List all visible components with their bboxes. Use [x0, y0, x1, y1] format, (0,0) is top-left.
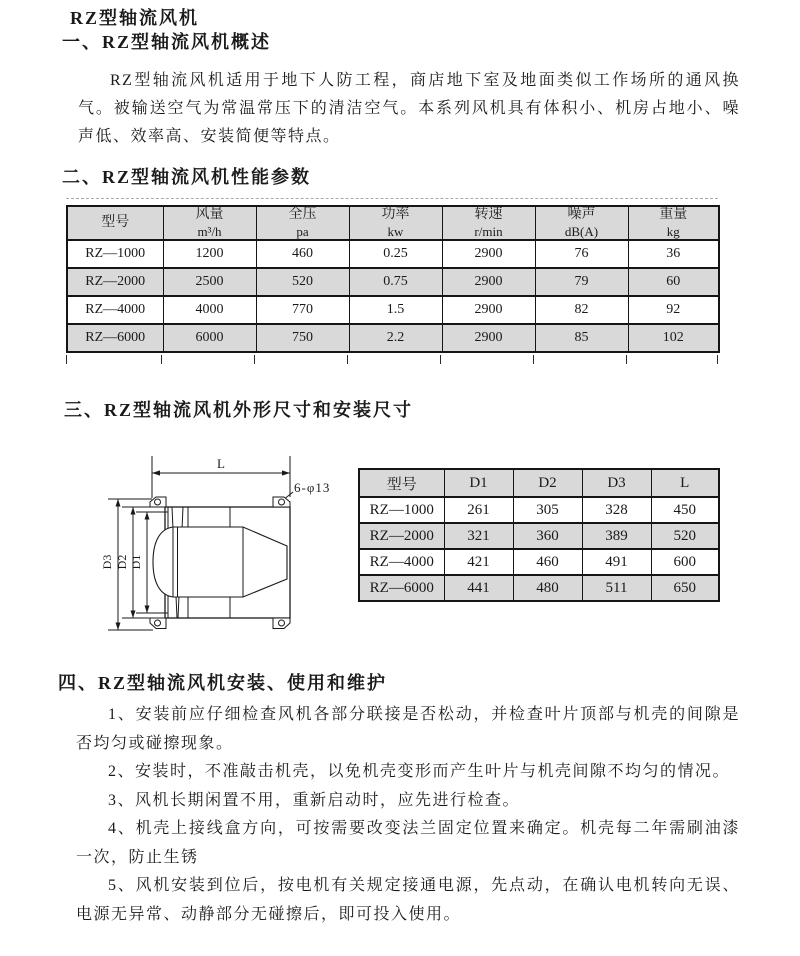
arrowhead [145, 512, 150, 520]
table-row [359, 497, 719, 523]
header-model: 型号 [359, 469, 444, 497]
table-cell: 460 [256, 240, 349, 268]
header-model [67, 206, 163, 240]
table-cell: 441 [444, 575, 513, 601]
overview-paragraph: RZ型轴流风机适用于地下人防工程，商店地下室及地面类似工作场所的通风换气。被输送空气为常温常压下的清洁空气。本系列风机具有体积小、机房占地小、噪声低、效率高、安装简便等特点。 [78, 72, 740, 145]
header-unit: dB(A) [564, 223, 599, 239]
header-power [349, 206, 442, 240]
header-unit: kg [666, 223, 680, 239]
maintenance-item: 1、安装前应仔细检查风机各部分联接是否松动，并检查叶片顶部与机壳的间隙是否均匀或碰擦现象。 [76, 706, 740, 752]
table-cell: 85 [535, 324, 628, 352]
table-cell: 2900 [442, 324, 535, 352]
table-cell: RZ—6000 [359, 575, 444, 601]
header-d3: D3 [582, 469, 651, 497]
d2-dim-label: D2 [115, 554, 129, 570]
table-cell: 770 [256, 296, 349, 324]
arrowhead [131, 611, 136, 619]
header-label: 重量 [659, 207, 688, 222]
arrowhead [116, 623, 121, 631]
header-airflow [163, 206, 256, 240]
arrowhead [282, 470, 290, 475]
dimension-table [358, 468, 718, 602]
performance-table [66, 205, 718, 353]
header-weight [628, 206, 719, 240]
table-cell: 60 [628, 268, 719, 296]
table-row [359, 575, 719, 601]
doc-title: RZ型轴流风机 [70, 8, 200, 28]
column-stub [347, 355, 348, 364]
table-cell: 305 [513, 497, 582, 523]
table-cell: 520 [256, 268, 349, 296]
table-cell: 6000 [163, 324, 256, 352]
maintenance-item: 4、机壳上接线盒方向，可按需要改变法兰固定位置来确定。机壳每二年需刷油漆一次，防止生锈 [76, 820, 740, 866]
table-cell: RZ—1000 [67, 240, 163, 268]
table-cell: 520 [651, 523, 719, 549]
header-unit: m³/h [197, 223, 222, 239]
bolt-hole [155, 499, 161, 505]
table-header-row [359, 469, 719, 497]
maintenance-list [76, 701, 740, 929]
table-header-row [67, 206, 719, 240]
header-l: L [651, 469, 719, 497]
header-d1: D1 [444, 469, 513, 497]
table-row [67, 240, 719, 268]
table-cell: 102 [628, 324, 719, 352]
table-cell: RZ—2000 [67, 268, 163, 296]
column-stub [626, 355, 627, 364]
table-cell: 2900 [442, 296, 535, 324]
table-cell: 511 [582, 575, 651, 601]
table-cell: 79 [535, 268, 628, 296]
header-pressure [256, 206, 349, 240]
header-unit: r/min [474, 223, 503, 239]
maintenance-item: 5、风机安装到位后，按电机有关规定接通电源，先点动，在确认电机转向无误、电源无异常、动静部分无碰擦后，即可投入使用。 [76, 877, 740, 923]
table-row [359, 523, 719, 549]
table-cell: 0.25 [349, 240, 442, 268]
section-heading-dimensions: 三、RZ型轴流风机外形尺寸和安装尺寸 [64, 400, 414, 420]
fan-outline-drawing [93, 450, 355, 662]
table-cell: 4000 [163, 296, 256, 324]
table-cell: 650 [651, 575, 719, 601]
column-stub [161, 355, 162, 364]
table-cell: RZ—6000 [67, 324, 163, 352]
table-cell: 2900 [442, 268, 535, 296]
maintenance-item: 2、安装时，不准敲击机壳，以免机壳变形而产生叶片与机壳间隙不均匀的情况。 [108, 763, 731, 780]
length-dim-label: L [217, 456, 225, 471]
column-stub [533, 355, 534, 364]
table-cell: 0.75 [349, 268, 442, 296]
table-row [67, 296, 719, 324]
header-d2: D2 [513, 469, 582, 497]
scan-artifact-line [66, 198, 718, 199]
d1-dim-label: D1 [129, 554, 143, 570]
table-cell: RZ—4000 [67, 296, 163, 324]
maintenance-item: 3、风机长期闲置不用，重新启动时，应先进行检查。 [108, 791, 521, 809]
column-stub [440, 355, 441, 364]
table-cell: 2.2 [349, 324, 442, 352]
header-label: 转速 [474, 207, 503, 222]
table-cell: 389 [582, 523, 651, 549]
table-cell: 82 [535, 296, 628, 324]
section-heading-maintenance: 四、RZ型轴流风机安装、使用和维护 [58, 673, 388, 693]
column-stub [254, 355, 255, 364]
arrowhead [116, 499, 121, 507]
arrowhead [131, 507, 136, 515]
table-cell: RZ—2000 [359, 523, 444, 549]
table-cell: 76 [535, 240, 628, 268]
d3-dim-label: D3 [100, 554, 114, 570]
table-cell: 360 [513, 523, 582, 549]
table-row [359, 549, 719, 575]
table-cell: 600 [651, 549, 719, 575]
column-stub [717, 355, 718, 364]
header-unit: pa [296, 223, 309, 239]
bolt-hole [279, 499, 285, 505]
section-heading-overview: 一、RZ型轴流风机概述 [62, 32, 272, 52]
table-cell: RZ—4000 [359, 549, 444, 575]
table-cell: RZ—1000 [359, 497, 444, 523]
table-clipped-row-artifact [66, 355, 718, 364]
table-cell: 321 [444, 523, 513, 549]
header-label: 功率 [381, 207, 410, 222]
table-cell: 92 [628, 296, 719, 324]
table-cell: 491 [582, 549, 651, 575]
table-cell: 328 [582, 497, 651, 523]
column-stub [66, 355, 67, 364]
table-cell: 421 [444, 549, 513, 575]
header-label: 风量 [195, 207, 224, 222]
section-heading-performance: 二、RZ型轴流风机性能参数 [62, 167, 312, 187]
bolt-hole [279, 620, 285, 626]
arrowhead [152, 470, 160, 475]
arrowhead [145, 606, 150, 614]
table-cell: 480 [513, 575, 582, 601]
bolt-holes-label: 6-φ13 [294, 480, 331, 495]
header-speed [442, 206, 535, 240]
header-label: 噪声 [567, 207, 596, 222]
table-cell: 450 [651, 497, 719, 523]
table-cell: 1.5 [349, 296, 442, 324]
table-cell: 460 [513, 549, 582, 575]
table-row [67, 324, 719, 352]
header-label: 型号 [101, 214, 130, 230]
table-cell: 1200 [163, 240, 256, 268]
table-cell: 2900 [442, 240, 535, 268]
table-cell: 750 [256, 324, 349, 352]
table-row [67, 268, 719, 296]
header-unit: kw [387, 223, 404, 239]
header-noise [535, 206, 628, 240]
table-cell: 36 [628, 240, 719, 268]
table-cell: 261 [444, 497, 513, 523]
header-label: 全压 [288, 207, 317, 222]
table-cell: 2500 [163, 268, 256, 296]
bolt-hole [155, 620, 161, 626]
